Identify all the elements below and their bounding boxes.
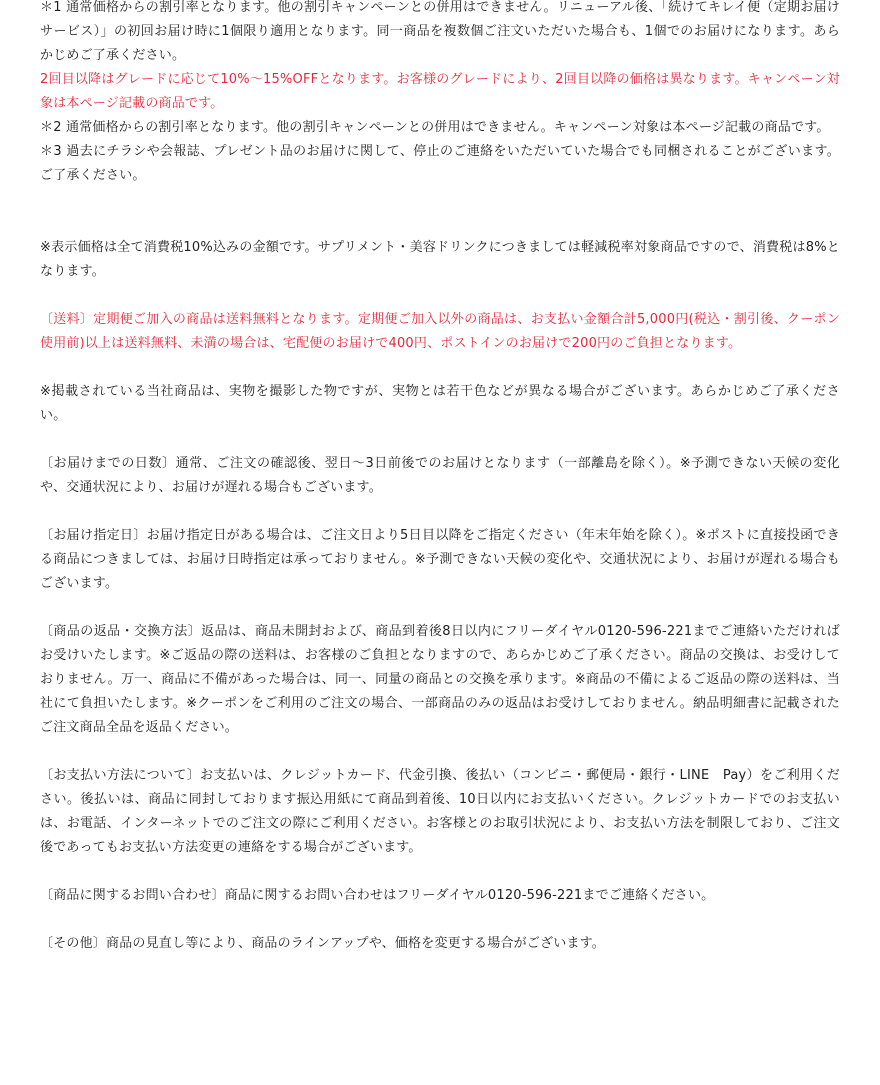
inquiry-notice: 〔商品に関するお問い合わせ〕商品に関するお問い合わせはフリーダイヤル0120-596-221までご連絡ください。 — [40, 888, 715, 903]
tax-notice: ※表示価格は全て消費税10%込みの金額です。サプリメント・美容ドリンクにつきましては軽減税率対象商品ですので、消費税は8%となります。 — [40, 240, 840, 279]
payment-notice: 〔お支払い方法について〕お支払いは、クレジットカード、代金引換、後払い（コンビニ・郵便局・銀行・LINE Pay）をご利用ください。後払いは、商品に同封しております振込用紙にて商品到着後、10日以内にお支払いください。クレジットカードでのお支払いは、お電話、インターネットでのご注文の際にご利用ください。お客様とのお取引状況により、お支払い方法を制限しており、ご注文後であってもお支払い方法変更の連絡をする場合がございます。 — [40, 768, 840, 855]
footnotes-section — [40, 0, 840, 188]
other-notice: 〔その他〕商品の見直し等により、商品のラインアップや、価格を変更する場合がございます。 — [40, 936, 606, 951]
notices-section — [40, 236, 840, 956]
returns-notice: 〔商品の返品・交換方法〕返品は、商品未開封および、商品到着後8日以内にフリーダイヤル0120-596-221までご連絡いただければお受けいたします。※ご返品の際の送料は、お客様のご負担となりますので、あらかじめご了承ください。商品の交換は、お受けしておりません。万一、商品に不備があった場合は、同一、同量の商品との交換を承ります。※商品の不備によるご返品の際の送料は、当社にて負担いたします。※クーポンをご利用のご注文の場合、一部商品のみの返品はお受けしておりません。納品明細書に記載されたご注文商品全品を返品ください。 — [40, 624, 840, 735]
footnote-2: ＊2 通常価格からの割引率となります。他の割引キャンペーンとの併用はできません。キャンペーン対象は本ページ記載の商品です。 — [40, 120, 830, 135]
footnote-1: ＊1 通常価格からの割引率となります。他の割引キャンペーンとの併用はできません。リニューアル後、「続けてキレイ便（定期お届けサービス）」の初回お届け時に1個限り適用となります。同一商品を複数個ご注文いただいた場合も、1個でのお届けになります。あらかじめご了承ください。 — [40, 0, 840, 63]
footnote-3: ＊3 過去にチラシや会報誌、プレゼント品のお届けに関して、停止のご連絡をいただいていた場合でも同梱されることがございます。ご了承ください。 — [40, 144, 840, 183]
photo-notice: ※掲載されている当社商品は、実物を撮影した物ですが、実物とは若干色などが異なる場合がございます。あらかじめご了承ください。 — [40, 384, 840, 423]
shipping-notice: 〔送料〕定期便ご加入の商品は送料無料となります。定期便ご加入以外の商品は、お支払い金額合計5,000円(税込・割引後、クーポン使用前)以上は送料無料、未満の場合は、宅配便のお届けで400円、ポストインのお届けで200円のご負担となります。 — [40, 312, 840, 351]
delivery-date-notice: 〔お届け指定日〕お届け指定日がある場合は、ご注文日より5日目以降をご指定ください（年末年始を除く）。※ポストに直接投函できる商品につきましては、お届け日時指定は承っておりません。※予測できない天候の変化や、交通状況により、お届けが遅れる場合もございます。 — [40, 528, 840, 591]
footnote-1-discount-notice: 2回目以降はグレードに応じて10%〜15%OFFとなります。お客様のグレードにより、2回目以降の価格は異なります。キャンペーン対象は本ページ記載の商品です。 — [40, 72, 840, 111]
delivery-days-notice: 〔お届けまでの日数〕通常、ご注文の確認後、翌日〜3日前後でのお届けとなります（一部離島を除く）。※予測できない天候の変化や、交通状況により、お届けが遅れる場合もございます。 — [40, 456, 840, 495]
